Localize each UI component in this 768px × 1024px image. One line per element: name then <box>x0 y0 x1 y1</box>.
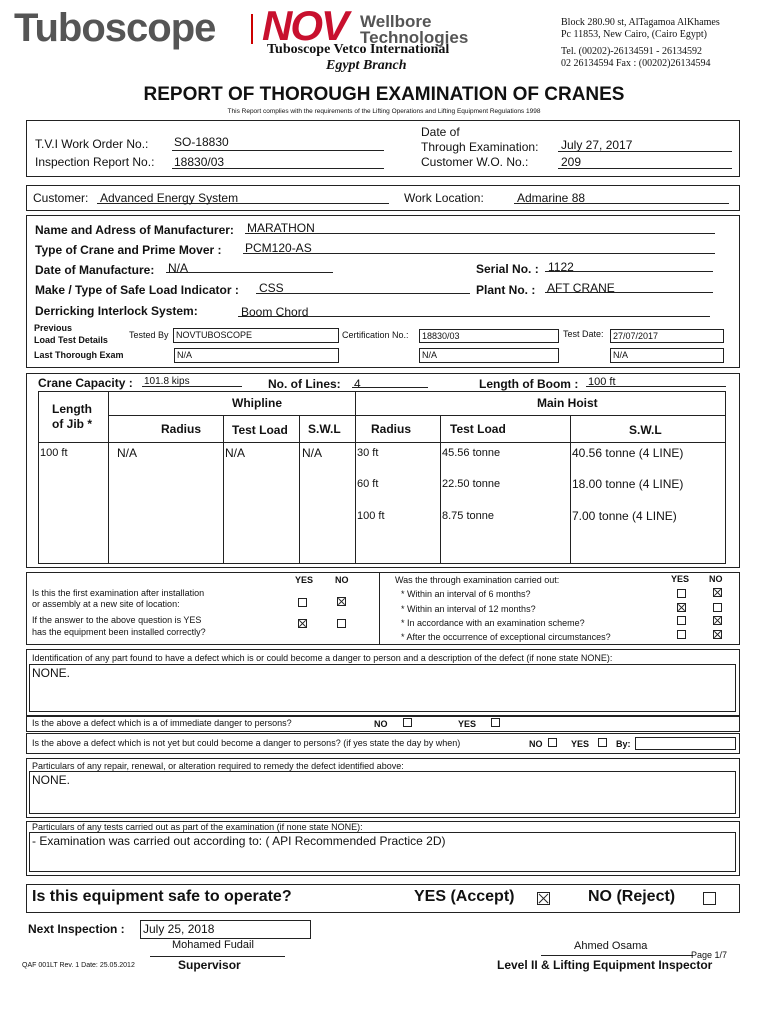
plant-label: Plant No. : <box>476 283 536 297</box>
whipline-swl-header: S.W.L <box>308 422 341 436</box>
previous-test-label-2: Load Test Details <box>34 335 108 345</box>
sli-line <box>256 293 470 294</box>
future-yes-checkbox[interactable] <box>598 738 607 747</box>
tested-by-label: Tested By <box>129 330 169 340</box>
derricking-label: Derricking Interlock System: <box>35 304 198 318</box>
row1-swl: 40.56 tonne (4 LINE) <box>572 446 684 460</box>
report-title: REPORT OF THOROUGH EXAMINATION OF CRANES <box>143 84 625 105</box>
repair-label: Particulars of any repair, renewal, or alteration required to remedy the defect identified above: <box>32 761 404 771</box>
serial-label: Serial No. : <box>476 262 539 276</box>
report-no-value: 18830/03 <box>174 155 225 169</box>
tests-field[interactable]: - Examination was carried out according to: ( API Recommended Practice 2D) <box>29 832 736 872</box>
c4-yes-checkbox[interactable] <box>677 630 686 639</box>
jib-label-2: of Jib * <box>52 417 93 431</box>
jib-label-1: Length <box>52 402 92 416</box>
customer-line <box>97 203 389 204</box>
safe-yes-checkbox[interactable] <box>537 892 550 905</box>
boom-value: 100 ft <box>588 376 616 388</box>
branch-name: Egypt Branch <box>326 58 407 73</box>
future-yes-label: YES <box>571 739 590 749</box>
fax: 02 26134594 Fax : (00202)26134594 <box>561 58 711 69</box>
c4-text: * After the occurrence of exceptional circumstances? <box>401 632 611 642</box>
next-inspection-field[interactable]: July 25, 2018 <box>140 920 311 939</box>
safe-question: Is this equipment safe to operate? <box>32 888 292 905</box>
future-by-label: By: <box>616 739 631 749</box>
lines-line <box>352 387 428 388</box>
manufacturer-line <box>245 233 715 234</box>
defect-ident-field[interactable]: NONE. <box>29 664 736 712</box>
mainhoist-swl-header: S.W.L <box>629 423 662 437</box>
q-yes-header: YES <box>295 575 314 585</box>
work-location-value: Admarine 88 <box>517 191 586 205</box>
immediate-danger-label: Is the above a defect which is a of immediate danger to persons? <box>32 718 292 728</box>
immediate-no-checkbox[interactable] <box>403 718 412 727</box>
last-exam-field-2[interactable]: N/A <box>419 348 559 363</box>
manufacturer-label: Name and Adress of Manufacturer: <box>35 223 234 237</box>
q1-text-1: Is this the first examination after installation <box>32 588 205 598</box>
last-exam-field-3[interactable]: N/A <box>610 348 724 363</box>
manufacture-date-label: Date of Manufacture: <box>35 263 155 277</box>
q2-no-checkbox[interactable] <box>337 619 346 628</box>
derricking-line <box>238 316 710 317</box>
row2-radius: 60 ft <box>357 478 379 490</box>
tuboscope-logo: Tuboscope <box>14 6 216 50</box>
c2-yes-checkbox[interactable] <box>677 603 686 612</box>
certification-label: Certification No.: <box>342 330 409 340</box>
report-no-line <box>172 168 384 169</box>
capacity-section <box>26 373 740 568</box>
nov-logo: NOV <box>262 2 348 49</box>
q2-yes-checkbox[interactable] <box>298 619 307 628</box>
capacity-label: Crane Capacity : <box>38 376 133 390</box>
test-date-label: Test Date: <box>563 329 604 339</box>
technologies-logo-text: Technologies <box>360 28 469 47</box>
whipline-radius-value: N/A <box>117 446 138 460</box>
last-exam-label: Last Thorough Exam <box>34 350 124 360</box>
sli-value: CSS <box>259 281 284 295</box>
row3-load: 8.75 tonne <box>442 510 494 522</box>
address-line-1: Block 280.90 st, AlTagamoa AlKhames <box>561 17 720 28</box>
customer-label: Customer: <box>33 191 89 205</box>
future-by-field[interactable] <box>635 737 736 750</box>
future-no-label: NO <box>529 739 543 749</box>
whipline-testload-header: Test Load <box>232 423 288 437</box>
immediate-no-label: NO <box>374 719 388 729</box>
c1-yes-checkbox[interactable] <box>677 589 686 598</box>
work-location-line <box>514 203 729 204</box>
certification-field[interactable]: 18830/03 <box>419 329 559 343</box>
c2-no-checkbox[interactable] <box>713 603 722 612</box>
exam-date-label-2: Through Examination: <box>421 140 539 154</box>
customer-value: Advanced Energy System <box>100 191 239 205</box>
logo-divider <box>251 14 253 44</box>
mainhoist-radius-header: Radius <box>371 422 412 436</box>
customer-wo-line <box>558 168 732 169</box>
future-no-checkbox[interactable] <box>548 738 557 747</box>
row1-radius: 30 ft <box>357 447 379 459</box>
wellbore-logo-text: Wellbore <box>360 12 432 31</box>
c1-no-checkbox[interactable] <box>713 588 722 597</box>
test-date-field[interactable]: 27/07/2017 <box>610 329 724 343</box>
customer-wo-label: Customer W.O. No.: <box>421 155 529 169</box>
customer-wo-value: 209 <box>561 155 582 169</box>
supervisor-name: Mohamed Fudail <box>172 939 254 951</box>
last-exam-field-1[interactable]: N/A <box>174 348 339 363</box>
plant-line <box>545 292 713 293</box>
work-order-value: SO-18830 <box>174 135 229 149</box>
immediate-yes-checkbox[interactable] <box>491 718 500 727</box>
boom-line <box>586 386 726 387</box>
report-no-label: Inspection Report No.: <box>35 155 155 169</box>
c-no-header: NO <box>709 574 723 584</box>
immediate-yes-label: YES <box>458 719 477 729</box>
serial-line <box>545 271 713 272</box>
report-subtitle: This Report complies with the requirements of the Lifting Operations and Lifting Equipment Regulations 1998 <box>227 108 541 115</box>
row3-radius: 100 ft <box>357 510 385 522</box>
inspector-title: Level II & Lifting Equipment Inspector <box>497 958 713 972</box>
work-order-label: T.V.I Work Order No.: <box>35 137 149 151</box>
serial-value: 1122 <box>548 260 574 274</box>
previous-test-label-1: Previous <box>34 323 73 333</box>
c3-text: * In accordance with an examination scheme? <box>401 618 585 628</box>
c2-text: * Within an interval of 12 months? <box>401 604 536 614</box>
row3-swl: 7.00 tonne (4 LINE) <box>572 509 677 523</box>
c-yes-header: YES <box>671 574 690 584</box>
page-number: Page 1/7 <box>691 950 728 960</box>
main-hoist-header: Main Hoist <box>537 396 598 410</box>
row2-load: 22.50 tonne <box>442 478 501 490</box>
capacity-value: 101.8 kips <box>144 376 190 387</box>
whipline-testload-value: N/A <box>225 446 246 460</box>
tests-label: Particulars of any tests carried out as part of the examination (if none state NONE): <box>32 822 363 832</box>
next-inspection-label: Next Inspection : <box>28 922 125 936</box>
jib-value: 100 ft <box>40 447 68 459</box>
manufacture-date-line <box>166 272 333 273</box>
address-line-2: Pc 11853, New Cairo, (Cairo Egypt) <box>561 29 707 40</box>
supervisor-signature-line <box>150 956 285 957</box>
q-no-header: NO <box>335 575 349 585</box>
crane-type-line <box>243 253 715 254</box>
repair-field[interactable]: NONE. <box>29 771 736 814</box>
c3-yes-checkbox[interactable] <box>677 616 686 625</box>
q2-text-1: If the answer to the above question is YES <box>32 615 202 625</box>
c4-no-checkbox[interactable] <box>713 630 722 639</box>
work-location-label: Work Location: <box>404 191 484 205</box>
manufacture-date-value: N/A <box>168 261 189 275</box>
exam-date-line <box>558 151 732 152</box>
defect-ident-label: Identification of any part found to have a defect which is or could become a danger to person and a description of the defect (if none state NONE): <box>32 653 613 663</box>
safe-no-checkbox[interactable] <box>703 892 716 905</box>
lines-label: No. of Lines: <box>268 377 341 391</box>
work-order-line <box>172 150 384 151</box>
q2-text-2: has the equipment been installed correctly? <box>32 627 206 637</box>
whipline-radius-header: Radius <box>161 422 202 436</box>
telephone: Tel. (00202)-26134591 - 26134592 <box>561 46 702 57</box>
row2-swl: 18.00 tonne (4 LINE) <box>572 477 684 491</box>
tested-by-field[interactable]: NOVTUBOSCOPE <box>173 328 339 343</box>
company-name: Tuboscope Vetco International <box>267 42 450 57</box>
row1-load: 45.56 tonne <box>442 447 501 459</box>
q1-no-checkbox[interactable] <box>337 597 346 606</box>
derricking-value: Boom Chord <box>241 305 309 319</box>
questions-divider <box>379 572 380 645</box>
c1-text: * Within an interval of 6 months? <box>401 589 531 599</box>
q1-text-2: or assembly at a new site of location: <box>32 599 180 609</box>
lines-value: 4 <box>354 377 361 391</box>
capacity-line <box>142 386 242 387</box>
sli-label: Make / Type of Safe Load Indicator : <box>35 283 239 297</box>
exam-date-value: July 27, 2017 <box>561 138 633 152</box>
boom-label: Length of Boom : <box>479 377 579 391</box>
whipline-swl-value: N/A <box>302 446 323 460</box>
form-code: QAF 001LT Rev. 1 Date: 25.05.2012 <box>22 962 135 969</box>
carried-out-label: Was the through examination carried out: <box>395 575 560 585</box>
inspector-name: Ahmed Osama <box>574 940 648 952</box>
supervisor-title: Supervisor <box>178 958 241 972</box>
safe-yes-label: YES (Accept) <box>414 888 515 905</box>
manufacturer-value: MARATHON <box>247 221 315 235</box>
q1-yes-checkbox[interactable] <box>298 598 307 607</box>
crane-type-label: Type of Crane and Prime Mover : <box>35 243 222 257</box>
plant-value: AFT CRANE <box>547 281 615 295</box>
exam-date-label-1: Date of <box>421 125 460 139</box>
c3-no-checkbox[interactable] <box>713 616 722 625</box>
mainhoist-testload-header: Test Load <box>450 422 506 436</box>
crane-type-value: PCM120-AS <box>245 241 312 255</box>
safe-no-label: NO (Reject) <box>588 888 676 905</box>
whipline-header: Whipline <box>232 396 282 410</box>
inspector-signature-line <box>541 955 693 956</box>
future-danger-label: Is the above a defect which is not yet but could become a danger to persons? (if yes state the day by when) <box>32 738 461 748</box>
